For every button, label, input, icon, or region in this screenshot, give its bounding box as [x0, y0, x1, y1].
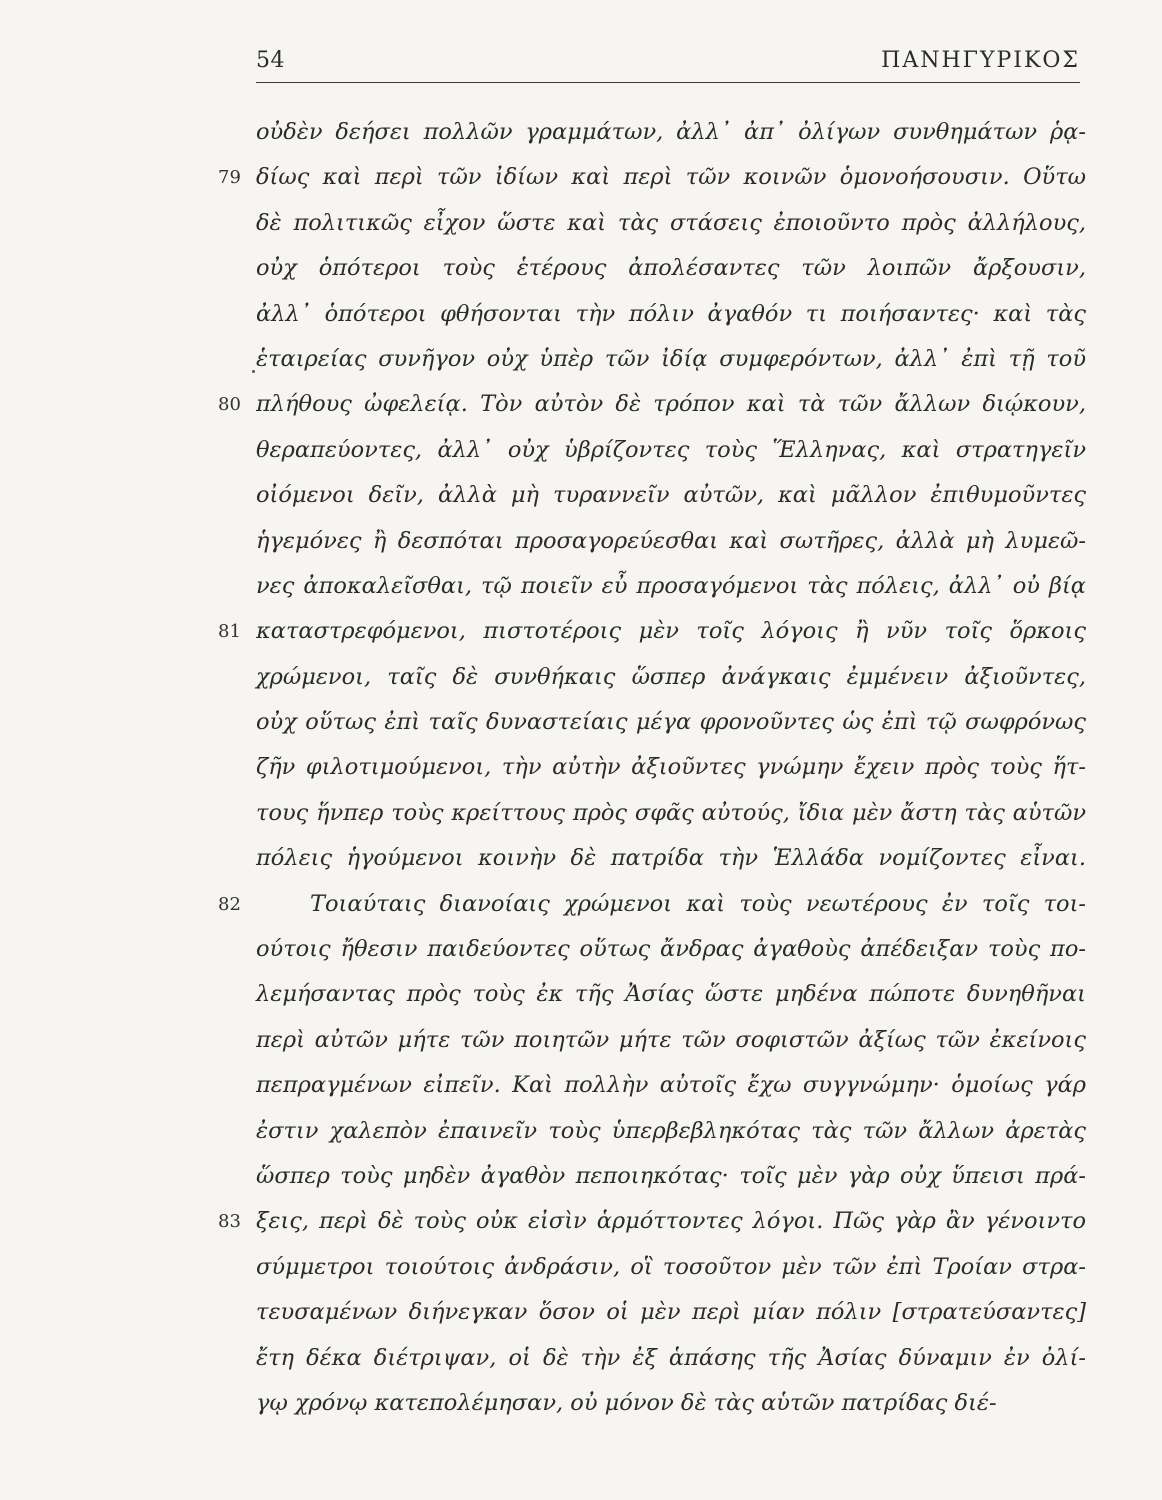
- line-text: ἀλλ᾽ ὁπότεροι φθήσονται τὴν πόλιν ἀγαθόν τι ποιήσαντες· καὶ τὰς: [256, 300, 1086, 327]
- line-text: λεμήσαντας πρὸς τοὺς ἐκ τῆς Ἀσίας ὥστε μηδένα πώποτε δυνηθῆναι: [256, 981, 1086, 1008]
- text-line: [218, 882, 1086, 927]
- text-line: [256, 564, 1086, 609]
- line-text: δὲ πολιτικῶς εἶχον ὥστε καὶ τὰς στάσεις ἐποιοῦντο πρὸς ἀλλήλους,: [256, 209, 1086, 236]
- line-text: νες ἀποκαλεῖσθαι, τῷ ποιεῖν εὖ προσαγόμενοι τὰς πόλεις, ἀλλ᾽ οὐ βίᾳ: [256, 572, 1086, 599]
- text-line: [256, 1109, 1086, 1154]
- text-line: [218, 609, 1086, 654]
- margin-dot: [252, 370, 255, 373]
- line-text: χρώμενοι, ταῖς δὲ συνθήκαις ὥσπερ ἀνάγκαις ἐμμένειν ἀξιοῦντες,: [256, 663, 1086, 690]
- line-text: γῳ χρόνῳ κατεπολέμησαν, οὐ μόνον δὲ τὰς αὑτῶν πατρίδας διέ-: [256, 1389, 997, 1416]
- text-line: [218, 382, 1086, 427]
- running-title: ΠΑΝΗΓΥΡΙΚΟΣ: [881, 48, 1080, 73]
- section-number: 82: [218, 893, 241, 915]
- text-line: [256, 927, 1086, 972]
- line-text: ἑταιρείας συνῆγον οὐχ ὑπὲρ τῶν ἰδίᾳ συμφερόντων, ἀλλ᾽ ἐπὶ τῇ τοῦ: [256, 345, 1086, 372]
- text-line: [256, 745, 1086, 790]
- line-text: δίως καὶ περὶ τῶν ἰδίων καὶ περὶ τῶν κοινῶν ὁμονοήσουσιν. Οὕτω: [256, 164, 1086, 191]
- line-text: Τοιαύταις διανοίαις χρώμενοι καὶ τοὺς νεωτέρους ἐν τοῖς τοι-: [310, 890, 1086, 917]
- section-number: 81: [218, 621, 241, 643]
- text-line: [218, 1199, 1086, 1244]
- line-text: πλήθους ὠφελείᾳ. Τὸν αὐτὸν δὲ τρόπον καὶ τὰ τῶν ἄλλων διῴκουν,: [256, 391, 1086, 418]
- text-line: [256, 428, 1086, 473]
- text-line: [256, 1154, 1086, 1199]
- text-line: [218, 155, 1086, 200]
- text-line: [256, 519, 1086, 564]
- line-text: πόλεις ἡγούμενοι κοινὴν δὲ πατρίδα τὴν Ἑλλάδα νομίζοντες εἶναι.: [256, 845, 1086, 872]
- line-text: οὐχ ὁπότεροι τοὺς ἑτέρους ἀπολέσαντες τῶν λοιπῶν ἄρξουσιν,: [256, 255, 1086, 282]
- line-text: ζῆν φιλοτιμούμενοι, τὴν αὐτὴν ἀξιοῦντες γνώμην ἔχειν πρὸς τοὺς ἥτ-: [256, 754, 1086, 781]
- text-line: [256, 246, 1086, 291]
- line-text: περὶ αὐτῶν μήτε τῶν ποιητῶν μήτε τῶν σοφιστῶν ἀξίως τῶν ἐκείνοις: [256, 1026, 1086, 1053]
- text-line: [256, 700, 1086, 745]
- text-line: [256, 292, 1086, 337]
- text-line: [256, 337, 1086, 382]
- text-line: [256, 972, 1086, 1017]
- line-text: ούτοις ἤθεσιν παιδεύοντες οὕτως ἄνδρας ἀγαθοὺς ἀπέδειξαν τοὺς πο-: [256, 936, 1086, 963]
- text-line: [256, 1063, 1086, 1108]
- text-line: [256, 201, 1086, 246]
- line-text: τευσαμένων διήνεγκαν ὅσον οἱ μὲν περὶ μίαν πόλιν [στρατεύσαντες]: [256, 1299, 1086, 1326]
- page-number: 54: [256, 48, 285, 73]
- page-header: [256, 44, 1080, 84]
- text-line: [256, 1336, 1086, 1381]
- line-text: πεπραγμένων εἰπεῖν. Καὶ πολλὴν αὐτοῖς ἔχω συγγνώμην· ὁμοίως γάρ: [256, 1072, 1086, 1099]
- line-text: ἔτη δέκα διέτριψαν, οἱ δὲ τὴν ἐξ ἁπάσης τῆς Ἀσίας δύναμιν ἐν ὀλί-: [256, 1344, 1086, 1371]
- line-text: οἰόμενοι δεῖν, ἀλλὰ μὴ τυραννεῖν αὐτῶν, καὶ μᾶλλον ἐπιθυμοῦντες: [256, 482, 1086, 509]
- text-line: [256, 655, 1086, 700]
- line-text: τους ἥνπερ τοὺς κρείττους πρὸς σφᾶς αὐτούς, ἴδια μὲν ἄστη τὰς αὑτῶν: [256, 799, 1086, 826]
- line-text: ὥσπερ τοὺς μηδὲν ἀγαθὸν πεποιηκότας· τοῖς μὲν γὰρ οὐχ ὕπεισι πρά-: [256, 1162, 1086, 1189]
- text-line: [256, 791, 1086, 836]
- section-number: 80: [218, 394, 241, 416]
- line-text: θεραπεύοντες, ἀλλ᾽ οὐχ ὑβρίζοντες τοὺς Ἕλληνας, καὶ στρατηγεῖν: [256, 436, 1086, 463]
- text-line: [256, 1245, 1086, 1290]
- line-text: σύμμετροι τοιούτοις ἀνδράσιν, οἳ τοσοῦτον μὲν τῶν ἐπὶ Τροίαν στρα-: [256, 1253, 1086, 1280]
- section-number: 83: [218, 1211, 241, 1233]
- line-text: οὐχ οὕτως ἐπὶ ταῖς δυναστείαις μέγα φρονοῦντες ὡς ἐπὶ τῷ σωφρόνως: [256, 709, 1086, 736]
- text-line: [256, 836, 1086, 881]
- text-line: [256, 1381, 1086, 1426]
- greek-text-block: [218, 110, 1086, 1426]
- line-text: ἐστιν χαλεπὸν ἐπαινεῖν τοὺς ὑπερβεβληκότας τὰς τῶν ἄλλων ἀρετὰς: [256, 1117, 1086, 1144]
- text-line: [256, 1290, 1086, 1335]
- text-line: [256, 1018, 1086, 1063]
- header-rule: [256, 82, 1080, 83]
- line-text: οὐδὲν δεήσει πολλῶν γραμμάτων, ἀλλ᾽ ἀπ᾽ ὀλίγων συνθημάτων ῥᾳ-: [256, 119, 1086, 145]
- section-number: 79: [218, 167, 241, 189]
- line-text: ἡγεμόνες ἢ δεσπόται προσαγορεύεσθαι καὶ σωτῆρες, ἀλλὰ μὴ λυμεῶ-: [256, 527, 1086, 554]
- text-line: [256, 110, 1086, 155]
- line-text: ξεις, περὶ δὲ τοὺς οὐκ εἰσὶν ἁρμόττοντες λόγοι. Πῶς γὰρ ἂν γένοιντο: [256, 1208, 1086, 1235]
- text-line: [256, 473, 1086, 518]
- line-text: καταστρεφόμενοι, πιστοτέροις μὲν τοῖς λόγοις ἢ νῦν τοῖς ὅρκοις: [256, 618, 1086, 645]
